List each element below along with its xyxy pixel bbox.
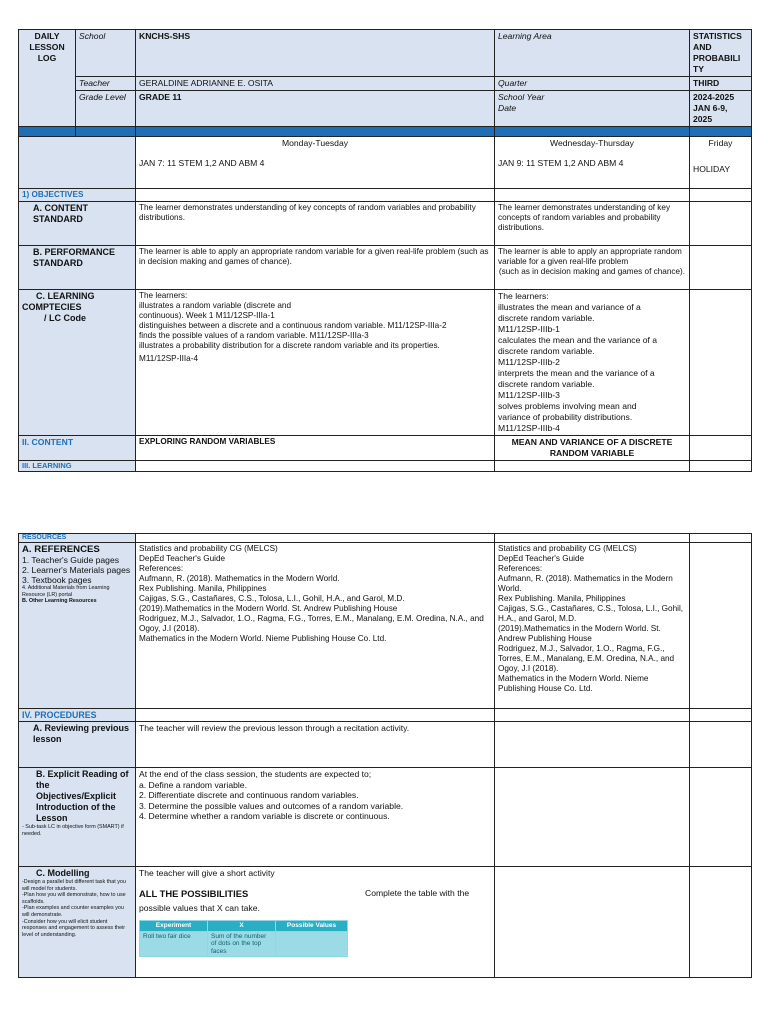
learning-area-value: STATISTICS AND PROBABILI TY (690, 30, 752, 77)
procedures-heading: IV. PROCEDURES (19, 709, 136, 722)
references-col1 (136, 543, 495, 709)
ref1-line: DepEd Teacher's Guide (139, 554, 226, 563)
content-col2: MEAN AND VARIANCE OF A DISCRETE RANDOM VARIABLE (495, 436, 690, 461)
activity-instruction: Complete the table with the (365, 888, 470, 898)
modelling-label: C. Modelling (36, 868, 90, 878)
learning-resources-label-part1: III. LEARNING (19, 461, 136, 472)
lc1-line: The learners: (139, 291, 188, 300)
ref2-line: DepEd Teacher's Guide (498, 554, 585, 563)
lc2-line: discrete random variable. (498, 379, 595, 389)
day-col3-note: HOLIDAY (693, 164, 731, 174)
ref2-line: Aufmann, R. (2018). Mathematics in the Modern World. (498, 574, 673, 593)
ref1-line: Mathematics in the Modern World. Nieme Publishing House Co. Ltd. (139, 634, 387, 643)
dll-table-page2 (18, 533, 752, 978)
lc2-line: solves problems involving mean and (498, 401, 637, 411)
date-value: JAN 6-9, 2025 (693, 103, 728, 124)
school-year-date-value (690, 91, 752, 127)
activity-table-input-cell[interactable] (276, 931, 348, 957)
modelling-label-cell (19, 867, 136, 978)
grade-value: GRADE 11 (136, 91, 495, 127)
explicit-line: 2. Differentiate discrete and continuous random variables. (139, 790, 359, 800)
activity-title: ALL THE POSSIBILITIES (139, 888, 249, 899)
header-divider-bar (19, 127, 752, 137)
teacher-value: GERALDINE ADRIANNE E. OSITA (136, 77, 495, 91)
date-label: Date (498, 103, 517, 113)
lc1-line: illustrates a random variable (discrete and (139, 301, 291, 310)
lc2-line: The learners: (498, 291, 549, 301)
learning-area-label: Learning Area (495, 30, 690, 77)
ref1-line: References: (139, 564, 184, 573)
dll-title: DAILY LESSON LOG (19, 30, 76, 127)
lc-label (19, 290, 136, 436)
lc-col1 (136, 290, 495, 436)
references-label-cell (19, 543, 136, 709)
school-year-value: 2024-2025 (693, 92, 735, 102)
school-year-date-label (495, 91, 690, 127)
explicit-line: 4. Determine whether a random variable is discrete or continuous. (139, 811, 390, 821)
lc2-line: M11/12SP-IIIb-3 (498, 390, 560, 400)
explicit-label-cell (19, 768, 136, 867)
activity-instruction-2: possible values that X can take. (139, 903, 260, 913)
day-col2 (495, 137, 690, 189)
ref2-line: Cajigas, S.G., Castañares, C.S., Tolosa, L.I., Gohil, H.A., and Garol, M.D. (498, 604, 684, 623)
lc-label-line2: COMPTECIES (22, 302, 82, 312)
activity-table (139, 920, 348, 957)
school-label: School (76, 30, 136, 77)
lc1-line: distinguishes between a discrete and a continuous random variable. M11/12SP-IIIa-2 (139, 321, 447, 330)
ref2-line: (2019).Mathematics in the Modern World. St. Andrew Publishing House (498, 624, 661, 643)
day-col3 (690, 137, 752, 189)
learning-resources-label-part2: RESOURCES (19, 534, 136, 543)
lc1-line: illustrates a probability distribution for a discrete random variable and its properties. (139, 341, 440, 350)
lc1-line: continuous). Week 1 M11/12SP-IIIa-1 (139, 311, 275, 320)
lc2-line: discrete random variable. (498, 346, 595, 356)
ref2-line: References: (498, 564, 543, 573)
content-standard-col2: The learner demonstrates understanding of key concepts of random variables and probability distributions. (495, 202, 690, 246)
modelling-note: -Plan examples and counter examples you will demonstrate. (22, 905, 124, 918)
day-col1 (136, 137, 495, 189)
activity-table-cell: Sum of the number of dots on the top faces (208, 931, 276, 957)
ref2-line: Rex Publishing. Manila, Philippines (498, 594, 626, 603)
school-year-label: School Year (498, 92, 545, 102)
content-standard-col1: The learner demonstrates understanding of key concepts of random variables and probability distributions. (136, 202, 495, 246)
activity-title-row (139, 888, 491, 899)
lc1-line: finds the possible values of a random variable. M11/12SP-IIIa-3 (139, 331, 369, 340)
ref-item: 2. Learner's Materials pages (22, 565, 131, 575)
ref2-line: Rodriguez, M.J., Salvador, 1.O., Ragma, F.G., Torres, E.M., Manalang, E.M. Oredina, N.A., and Ogoy, J.I (2018). (498, 644, 675, 673)
performance-standard-col1: The learner is able to apply an appropriate random variable for a given real-life problem (such as in decision making and games of chance). (136, 246, 495, 290)
lc2-line: M11/12SP-IIIb-1 (498, 324, 560, 334)
performance-standard-col2 (495, 246, 690, 290)
modelling-note: -Plan how you will demonstrate, how to use scaffolds. (22, 892, 126, 905)
ref1-line: Rodriguez, M.J., Salvador, 1.O., Ragma, F.G., Torres, E.M., Manalang, E.M. Oredina, N.A., and Ogoy, J.I (2018). (139, 614, 484, 633)
ref-item-b: B. Other Learning Resources (22, 598, 97, 605)
lc-col2 (495, 290, 690, 436)
activity-table-header: X (208, 921, 276, 932)
references-col2 (495, 543, 690, 709)
ref1-line: Statistics and probability CG (MELCS) (139, 544, 278, 553)
grade-label: Grade Level (76, 91, 136, 127)
day-col1-schedule: JAN 7: 11 STEM 1,2 AND ABM 4 (139, 158, 265, 168)
ref1-line: Rex Publishing. Manila, Philippines (139, 584, 267, 593)
explicit-line: At the end of the class session, the students are expected to; (139, 769, 372, 779)
school-value: KNCHS-SHS (136, 30, 495, 77)
dll-table-page1 (18, 29, 752, 472)
teacher-label: Teacher (76, 77, 136, 91)
quarter-label: Quarter (495, 77, 690, 91)
modelling-col1 (136, 867, 495, 978)
day-col1-title: Monday-Tuesday (281, 138, 349, 148)
ref1-line: (2019).Mathematics in the Modern World. St. Andrew Publishing House (139, 604, 398, 613)
performance-standard-col2-b: (such as in decision making and games of chance). (498, 267, 686, 276)
performance-standard-label: B. PERFORMANCE STANDARD (19, 246, 136, 290)
explicit-line: 3. Determine the possible values and outcomes of a random variable. (139, 800, 404, 811)
ref-item: 3. Textbook pages (22, 575, 92, 585)
lc2-line: variance of probability distributions. (498, 412, 633, 422)
ref-item: 1. Teacher's Guide pages (22, 555, 120, 565)
day-col2-schedule: JAN 9: 11 STEM 1,2 AND ABM 4 (498, 158, 624, 168)
content-label: II. CONTENT (19, 436, 136, 461)
ref-item-4: 4. Additional Materials from Learning Resource (LR) portal (22, 585, 110, 598)
ref1-line: Aufmann, R. (2018). Mathematics in the Modern World. (139, 574, 340, 583)
modelling-note: -Design a parallel but different task that you will model for students. (22, 879, 126, 892)
content-standard-label: A. CONTENT STANDARD (19, 202, 136, 246)
lc-label-line3: / LC Code (44, 313, 86, 323)
lc2-line: illustrates the mean and variance of a (498, 302, 641, 312)
content-col1: EXPLORING RANDOM VARIABLES (136, 436, 495, 461)
explicit-label: B. Explicit Reading of the Objectives/Explicit Introduction of the Lesson (36, 769, 129, 823)
days-blank-cell (19, 137, 136, 189)
quarter-value: THIRD (690, 77, 752, 91)
lc-label-line1: C. LEARNING (36, 291, 95, 301)
explicit-line: a. Define a random variable. (139, 779, 247, 790)
modelling-note: -Consider how you will elicit student responses and engagement to assess their level of understanding. (22, 918, 126, 938)
explicit-note: - Sub-task LC in objective form (SMART) if needed. (22, 824, 124, 837)
lc2-line: M11/12SP-IIIb-2 (498, 357, 560, 367)
reviewing-col1: The teacher will review the previous lesson through a recitation activity. (136, 722, 495, 768)
activity-table-header: Experiment (140, 921, 208, 932)
ref2-line: Mathematics in the Modern World. Nieme Publishing House Co. Ltd. (498, 674, 649, 693)
ref1-line: Cajigas, S.G., Castañares, C.S., Tolosa, L.I., Gohil, H.A., and Garol, M.D. (139, 594, 405, 603)
ref2-line: Statistics and probability CG (MELCS) (498, 544, 637, 553)
references-label: A. REFERENCES (22, 544, 100, 555)
day-col2-title: Wednesday-Thursday (550, 138, 634, 148)
lc1-line: M11/12SP-IIIa-4 (139, 354, 199, 363)
explicit-col1 (136, 768, 495, 867)
activity-table-cell: Roll two fair dice (140, 931, 208, 957)
lc2-line: M11/12SP-IIIb-4 (498, 423, 560, 433)
lc2-line: discrete random variable. (498, 313, 595, 323)
reviewing-label: A. Reviewing previous lesson (19, 722, 136, 768)
activity-table-header: Possible Values (276, 921, 348, 932)
lc2-line: calculates the mean and the variance of a (498, 335, 658, 345)
modelling-intro: The teacher will give a short activity (139, 868, 275, 878)
performance-standard-col2-a: The learner is able to apply an appropriate random variable for a given real-life problem (498, 247, 682, 266)
day-col3-title: Friday (708, 138, 733, 148)
lc2-line: interprets the mean and the variance of a (498, 368, 655, 378)
objectives-heading: 1) OBJECTIVES (19, 189, 136, 202)
